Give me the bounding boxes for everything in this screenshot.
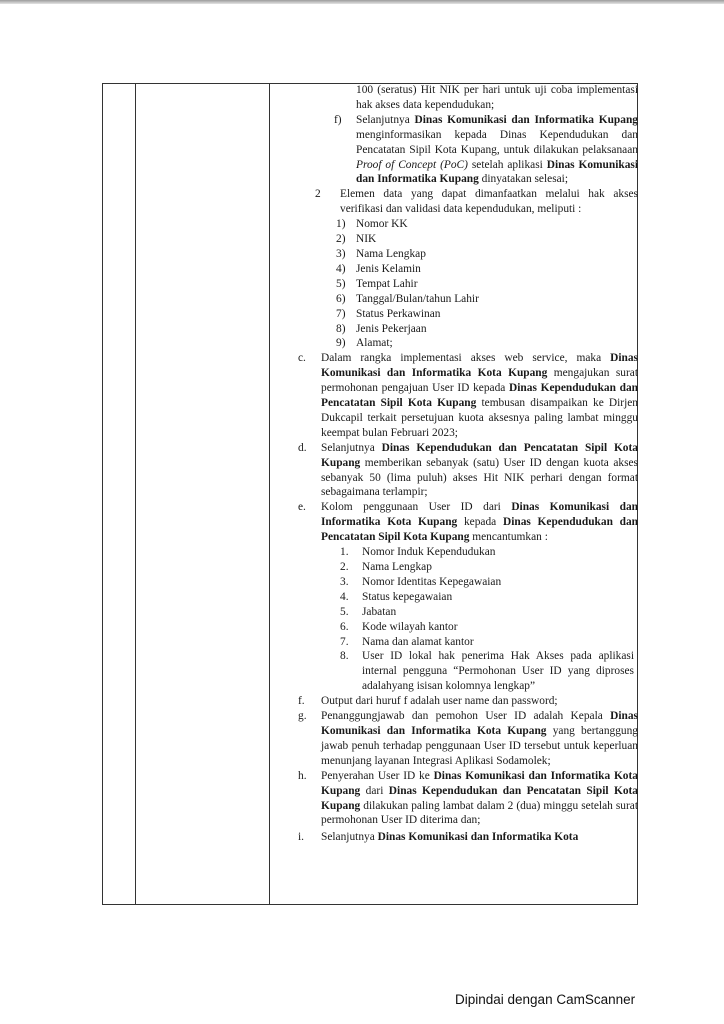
list-text: Status Perkawinan bbox=[356, 307, 441, 320]
list-text: Jenis Pekerjaan bbox=[356, 322, 427, 335]
list-marker: 5. bbox=[340, 605, 349, 618]
list-text: Status kepegawaian bbox=[362, 590, 453, 603]
list-item bbox=[268, 322, 638, 337]
text-run: mengajukan surat permohonan pengajuan User ID kepada bbox=[321, 367, 638, 395]
bold-run: Dinas Komunikasi dan Informatika Kupang bbox=[414, 113, 638, 126]
text-run: Kolom penggunaan User ID dari bbox=[321, 501, 512, 514]
list-marker: 3. bbox=[340, 575, 349, 588]
item-marker: i. bbox=[298, 831, 305, 844]
continuation-text: 100 (seratus) Hit NIK per hari untuk uji coba implementasi hak akses data kependudukan; bbox=[356, 84, 638, 111]
bold-run: Dinas Komunikasi dan Informatika Kota bbox=[377, 831, 579, 844]
list-text: Tempat Lahir bbox=[356, 277, 418, 290]
user-id-columns-list bbox=[268, 545, 638, 694]
bold-run: Dinas Komunikasi dan Informatika Kota Kupang bbox=[321, 352, 638, 380]
bold-run: Dinas Komunikasi dan Informatika Kota Kupang bbox=[321, 710, 638, 737]
list-item bbox=[268, 575, 638, 590]
list-text: User ID lokal hak penerima Hak Akses pada aplikasi internal pengguna “Permohonan User ID yang diproses adalahyang isisan kolomnya lengkap” bbox=[362, 650, 634, 693]
text-run: Dalam rangka implementasi akses web service, maka bbox=[321, 352, 611, 365]
text-run: dari bbox=[360, 784, 389, 797]
list-marker: 2) bbox=[336, 233, 346, 246]
list-text: Alamat; bbox=[356, 337, 393, 350]
text-run: Selanjutnya bbox=[321, 441, 382, 454]
list-item bbox=[268, 247, 638, 262]
list-text: Nama Lengkap bbox=[362, 561, 432, 573]
bold-run: Dinas Komunikasi dan Informatika Kota Kupang bbox=[321, 501, 638, 529]
list-text: Jabatan bbox=[362, 605, 397, 618]
text-run: Selanjutnya bbox=[356, 113, 415, 126]
bold-run: Dinas Kependudukan dan Pencatatan Sipil Kota Kupang bbox=[321, 441, 638, 469]
item-marker: 2 bbox=[315, 188, 321, 201]
list-item bbox=[268, 649, 638, 694]
list-marker: 6. bbox=[340, 620, 349, 633]
text-run: dinyatakan selesai; bbox=[478, 173, 569, 186]
text-run: Output dari huruf f adalah user name dan password; bbox=[321, 695, 558, 708]
list-marker: 6) bbox=[336, 292, 346, 305]
text-run: Penanggungjawab dan pemohon User ID adalah Kepala bbox=[321, 710, 611, 723]
text-run: yang bertanggung jawab penuh terhadap penggunaan User ID tersebut untuk keperluan menunjang layanan Integrasi Aplikasi Sodamolek; bbox=[321, 724, 638, 767]
list-text: Nomor Induk Kependudukan bbox=[362, 546, 496, 559]
list-item bbox=[268, 560, 638, 575]
list-item bbox=[268, 635, 638, 650]
text-run: Selanjutnya bbox=[321, 831, 378, 844]
item-c-paragraph bbox=[268, 351, 638, 440]
list-text: Nomor Identitas Kepegawaian bbox=[362, 575, 502, 588]
item-marker: h. bbox=[298, 769, 307, 782]
list-marker: 8. bbox=[340, 650, 349, 663]
list-item bbox=[268, 336, 638, 351]
list-item bbox=[268, 262, 638, 277]
list-item bbox=[268, 590, 638, 605]
item-marker: d. bbox=[298, 441, 307, 454]
list-marker: 1. bbox=[340, 546, 349, 559]
list-marker: 8) bbox=[336, 322, 346, 335]
list-item bbox=[268, 620, 638, 635]
list-marker: 1) bbox=[336, 218, 346, 231]
list-text: Tanggal/Bulan/tahun Lahir bbox=[356, 292, 479, 305]
list-text: Nama dan alamat kantor bbox=[362, 635, 474, 648]
item-marker: c. bbox=[298, 352, 306, 365]
text-run: tembusan disampaikan ke Dirjen Dukcapil terkait persetujuan kuota aksesnya paling lambat minggu keempat bulan Februari 2023; bbox=[321, 397, 639, 439]
item-d-paragraph bbox=[268, 441, 638, 501]
text-run: kepada bbox=[457, 516, 503, 529]
list-text: Kode wilayah kantor bbox=[362, 620, 458, 633]
scanner-watermark: Dipindai dengan CamScanner bbox=[455, 992, 636, 1007]
list-marker: 7. bbox=[340, 635, 349, 648]
text-run: dilakukan paling lambat dalam 2 (dua) minggu setelah surat permohonan User ID diterima dan; bbox=[321, 799, 638, 827]
list-item bbox=[268, 232, 638, 247]
list-item bbox=[268, 545, 638, 560]
scan-edge-shadow bbox=[0, 0, 724, 4]
item-h-paragraph bbox=[268, 769, 638, 829]
list-marker: 7) bbox=[336, 307, 346, 320]
item-marker: g. bbox=[298, 710, 307, 723]
list-marker: 4. bbox=[340, 590, 349, 603]
text-run: Elemen data yang dapat dimanfaatkan melalui hak akses verifikasi dan validasi data kependudukan, meliputi : bbox=[340, 188, 638, 216]
data-elements-list bbox=[268, 217, 638, 351]
text-run: setelah aplikasi bbox=[467, 158, 547, 171]
item-e-paragraph bbox=[268, 500, 638, 545]
text-run: mencantumkan : bbox=[469, 531, 548, 544]
item-marker: e. bbox=[298, 501, 306, 514]
list-text: Nama Lengkap bbox=[356, 247, 426, 260]
item-g-paragraph bbox=[268, 709, 638, 769]
list-item bbox=[268, 605, 638, 620]
item-marker: f) bbox=[334, 113, 342, 126]
list-item bbox=[268, 307, 638, 322]
bold-run: Dinas Komunikasi dan Informatika Kupang bbox=[356, 158, 638, 186]
text-run: menginformasikan kepada Dinas Kependudukan dan Pencatatan Sipil Kota Kupang, untuk dilakukan pelaksanaan bbox=[356, 128, 638, 156]
list-marker: 2. bbox=[340, 561, 349, 573]
bold-run: Dinas Kependudukan dan Pencatatan Sipil Kota Kupang bbox=[321, 382, 638, 410]
item-f2-paragraph bbox=[268, 694, 638, 709]
bold-run: Dinas Kependudukan dan Pencatatan Sipil Kota Kupang bbox=[321, 516, 638, 544]
bold-run: Dinas Komunikasi dan Informatika Kota Kupang bbox=[321, 769, 638, 797]
list-marker: 9) bbox=[336, 337, 346, 350]
bold-run: Dinas Kependudukan dan Pencatatan Sipil Kota Kupang bbox=[321, 784, 638, 812]
item-2-paragraph bbox=[268, 187, 638, 217]
item-i-paragraph bbox=[268, 830, 638, 845]
list-text: Nomor KK bbox=[356, 218, 408, 231]
list-item bbox=[268, 292, 638, 307]
list-item bbox=[268, 217, 638, 232]
item-marker: f. bbox=[298, 695, 305, 708]
list-item bbox=[268, 277, 638, 292]
italic-run: Proof of Concept (PoC) bbox=[356, 158, 468, 171]
list-marker: 5) bbox=[336, 277, 346, 290]
list-marker: 4) bbox=[336, 262, 346, 275]
text-run: Penyerahan User ID ke bbox=[321, 769, 434, 782]
list-text: NIK bbox=[356, 233, 377, 246]
document-body bbox=[268, 83, 638, 845]
column-divider-1 bbox=[135, 84, 136, 904]
item-f-paragraph bbox=[268, 113, 638, 188]
list-marker: 3) bbox=[336, 247, 346, 260]
list-text: Jenis Kelamin bbox=[356, 262, 421, 275]
text-run: memberikan sebanyak (satu) User ID dengan kuota akses sebanyak 50 (lima puluh) akses Hit NIK perhari dengan format sebagaimana terlampir; bbox=[321, 456, 638, 499]
